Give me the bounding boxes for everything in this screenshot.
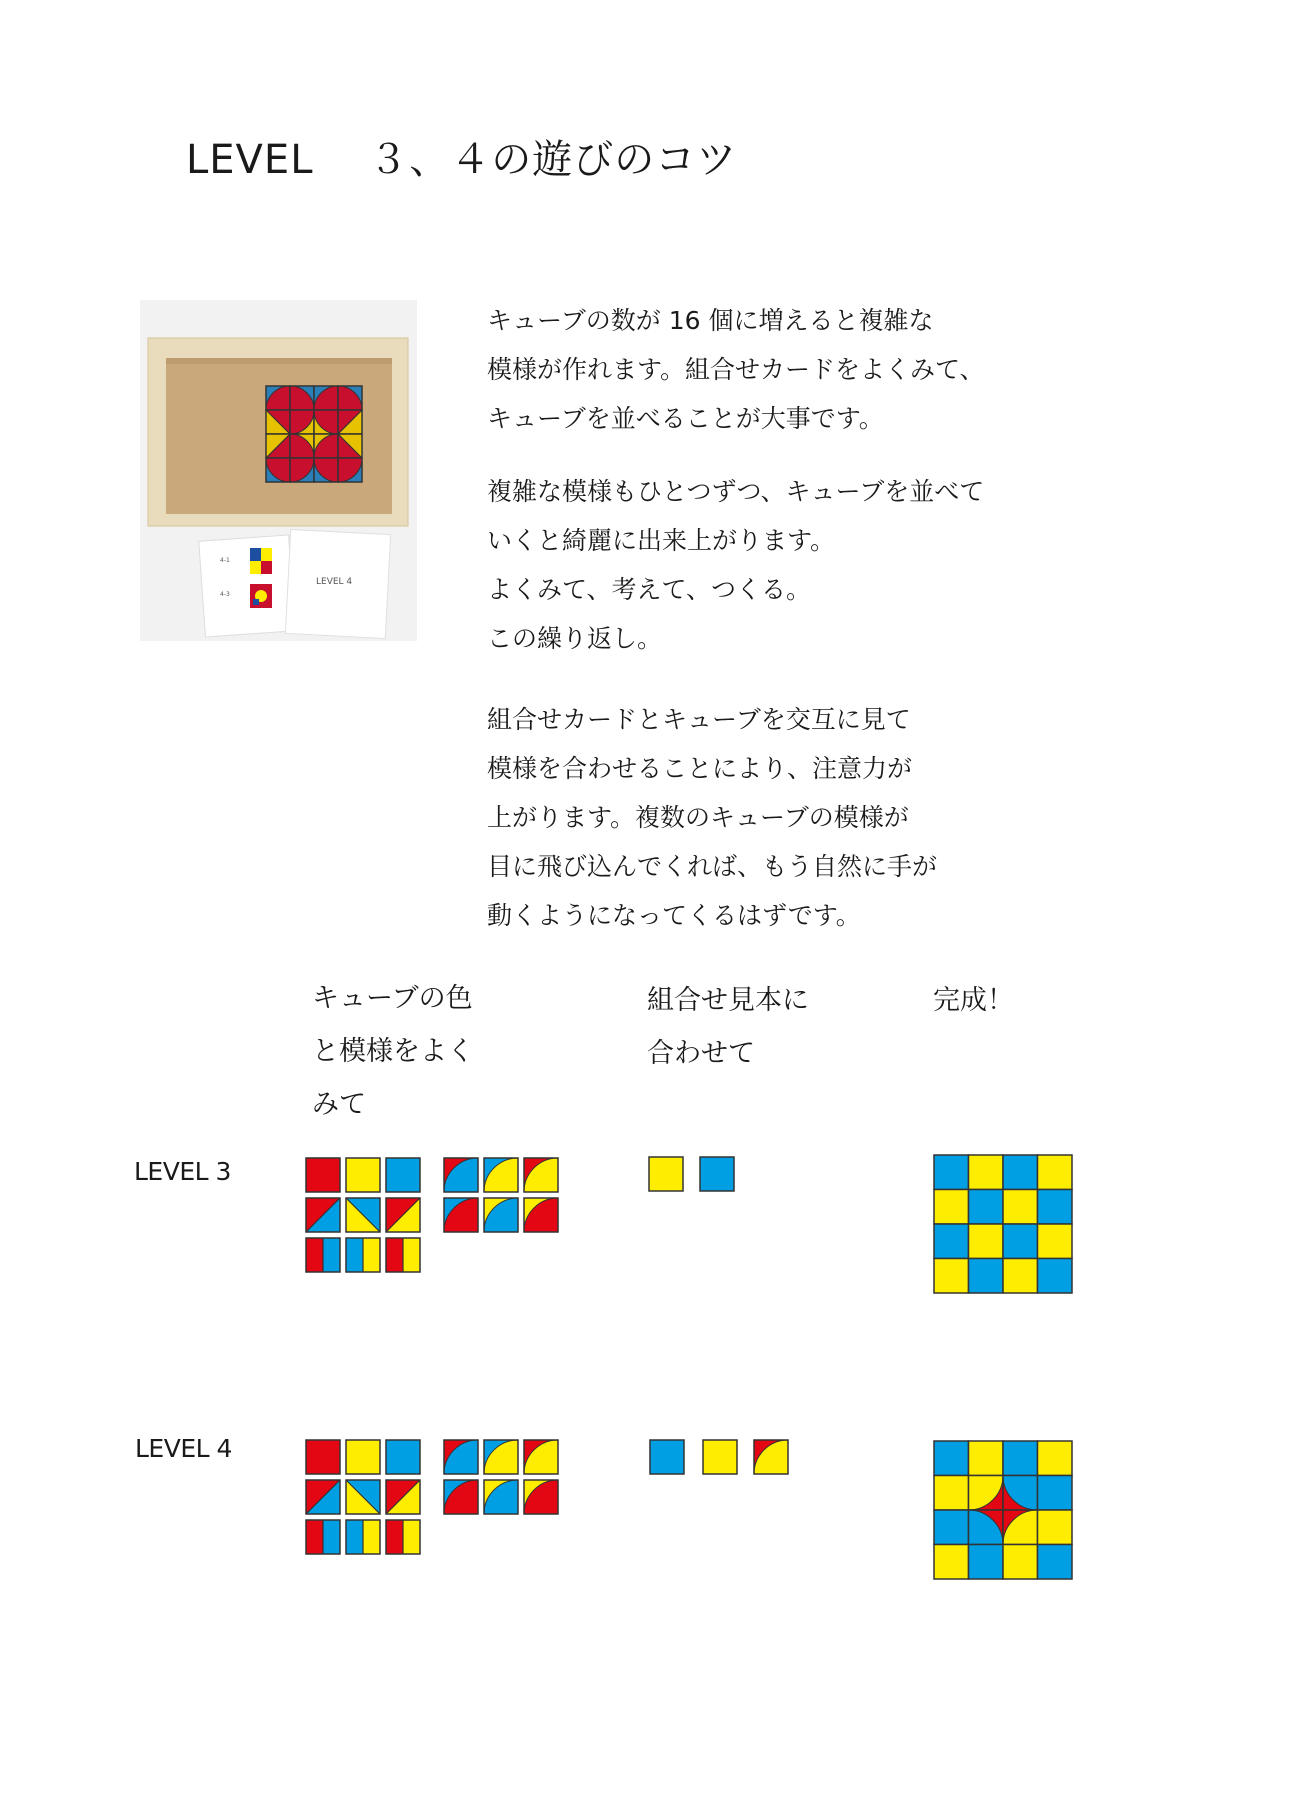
cube-face xyxy=(346,1238,380,1272)
text-line: 組合せカードとキューブを交互に見て xyxy=(487,705,911,734)
cube-face xyxy=(290,386,314,410)
cube-face xyxy=(338,386,362,410)
cube-face xyxy=(934,1259,969,1294)
cube-face xyxy=(1003,1441,1038,1476)
cube-face xyxy=(934,1545,969,1580)
cube-face xyxy=(306,1198,340,1232)
completed-pattern xyxy=(934,1441,1072,1579)
cube-face xyxy=(306,1158,340,1192)
pattern-card xyxy=(199,535,295,637)
cube-face xyxy=(444,1480,478,1514)
text-line: いくと綺麗に出来上がります。 xyxy=(487,526,836,555)
cube-face xyxy=(1038,1510,1073,1545)
cube-face xyxy=(969,1510,1004,1545)
text-line: 組合せ見本に xyxy=(647,985,809,1016)
cube-face xyxy=(1003,1545,1038,1580)
cube-face xyxy=(703,1440,737,1474)
cube-face xyxy=(484,1158,518,1192)
completed-pattern xyxy=(934,1155,1072,1293)
cube-face xyxy=(386,1480,420,1514)
text-line: キューブの色 xyxy=(312,983,473,1014)
cube-face xyxy=(314,386,338,410)
cube-face xyxy=(969,1476,1004,1511)
text-line: 完成！ xyxy=(933,985,1014,1016)
cube-face xyxy=(969,1259,1004,1294)
cube-arrangement xyxy=(266,386,362,482)
cube-face xyxy=(1003,1155,1038,1190)
text-line: 上がります。複数のキューブの模様が xyxy=(487,803,909,832)
card-label: 4-1 xyxy=(220,557,230,564)
cube-face xyxy=(524,1158,558,1192)
cube-face xyxy=(484,1198,518,1232)
cube-face xyxy=(346,1480,380,1514)
cube-face xyxy=(1003,1476,1038,1511)
cube-face xyxy=(934,1510,969,1545)
method-paragraph xyxy=(487,467,1107,663)
cube-face xyxy=(969,1224,1004,1259)
cube-face xyxy=(444,1440,478,1474)
cube-face xyxy=(386,1520,420,1554)
cube-face xyxy=(1038,1441,1073,1476)
cube-face xyxy=(1038,1224,1073,1259)
cube-face xyxy=(386,1158,420,1192)
cube-face xyxy=(934,1190,969,1225)
text-line: この繰り返し。 xyxy=(487,624,663,653)
card-label: 4-3 xyxy=(220,591,230,598)
cube-face xyxy=(306,1440,340,1474)
card-label: LEVEL 4 xyxy=(316,577,353,587)
step1-heading xyxy=(312,972,474,1131)
cube-face xyxy=(266,410,290,434)
cube-face xyxy=(338,410,362,434)
cube-face xyxy=(700,1157,734,1191)
cube-face xyxy=(934,1155,969,1190)
text-line: 模様が作れます。組合せカードをよくみて、 xyxy=(487,355,985,384)
level3-label: LEVEL 3 xyxy=(134,1157,231,1186)
cube-face xyxy=(1038,1476,1073,1511)
text-line: 目に飛び込んでくれば、もう自然に手が xyxy=(487,852,938,881)
text-line: みて xyxy=(312,1089,366,1120)
cube-face xyxy=(386,1440,420,1474)
cube-face xyxy=(290,458,314,482)
cube-face xyxy=(306,1238,340,1272)
benefit-paragraph xyxy=(487,695,1107,940)
product-photo xyxy=(140,300,417,641)
cube-face xyxy=(290,434,314,458)
cube-face xyxy=(524,1480,558,1514)
cube-face xyxy=(386,1238,420,1272)
cube-face xyxy=(1003,1224,1038,1259)
text-line: 動くようになってくるはずです。 xyxy=(487,901,861,930)
cube-face xyxy=(314,458,338,482)
cube-face xyxy=(306,1480,340,1514)
cube-face xyxy=(346,1198,380,1232)
cube-face xyxy=(649,1157,683,1191)
cube-face xyxy=(484,1440,518,1474)
cube-face xyxy=(1038,1155,1073,1190)
level4-label: LEVEL 4 xyxy=(135,1434,232,1463)
cube-face xyxy=(338,458,362,482)
cube-face xyxy=(306,1520,340,1554)
text-line: よくみて、考えて、つくる。 xyxy=(487,575,812,604)
text-line: 合わせて xyxy=(647,1038,755,1069)
text-line: と模様をよく xyxy=(312,1036,474,1067)
cube-face xyxy=(386,1198,420,1232)
cube-face xyxy=(444,1158,478,1192)
cube-face xyxy=(934,1441,969,1476)
cube-face xyxy=(314,410,338,434)
text-line: キューブを並べることが大事です。 xyxy=(487,404,884,433)
cube-face xyxy=(266,458,290,482)
cube-face xyxy=(969,1441,1004,1476)
cube-face xyxy=(969,1190,1004,1225)
cube-face xyxy=(754,1440,788,1474)
cube-face xyxy=(266,386,290,410)
pattern-card xyxy=(285,529,390,638)
cube-face xyxy=(314,434,338,458)
cube-face xyxy=(346,1440,380,1474)
cube-face xyxy=(346,1520,380,1554)
cube-face xyxy=(524,1198,558,1232)
cube-face xyxy=(1038,1545,1073,1580)
cube-face xyxy=(484,1480,518,1514)
cube-face xyxy=(444,1198,478,1232)
cube-face xyxy=(1038,1190,1073,1225)
cube-face xyxy=(1003,1510,1038,1545)
step3-heading xyxy=(933,974,1014,1027)
cube-face xyxy=(346,1158,380,1192)
cube-face xyxy=(969,1545,1004,1580)
cube-face xyxy=(338,434,362,458)
intro-paragraph xyxy=(487,296,1107,443)
cube-face xyxy=(1003,1190,1038,1225)
page-title: LEVEL ３、４の遊びのコツ xyxy=(186,137,738,183)
cube-face xyxy=(969,1155,1004,1190)
text-line: 複雑な模様もひとつずつ、キューブを並べて xyxy=(487,477,985,506)
step2-heading xyxy=(647,974,809,1080)
cube-face xyxy=(650,1440,684,1474)
text-line: 模様を合わせることにより、注意力が xyxy=(487,754,913,783)
cube-face xyxy=(266,434,290,458)
cube-face xyxy=(290,410,314,434)
cube-face xyxy=(1003,1259,1038,1294)
cube-face xyxy=(934,1224,969,1259)
text-line: キューブの数が 16 個に増えると複雑な xyxy=(487,306,934,335)
cube-face xyxy=(934,1476,969,1511)
cube-face xyxy=(524,1440,558,1474)
cube-face xyxy=(1038,1259,1073,1294)
